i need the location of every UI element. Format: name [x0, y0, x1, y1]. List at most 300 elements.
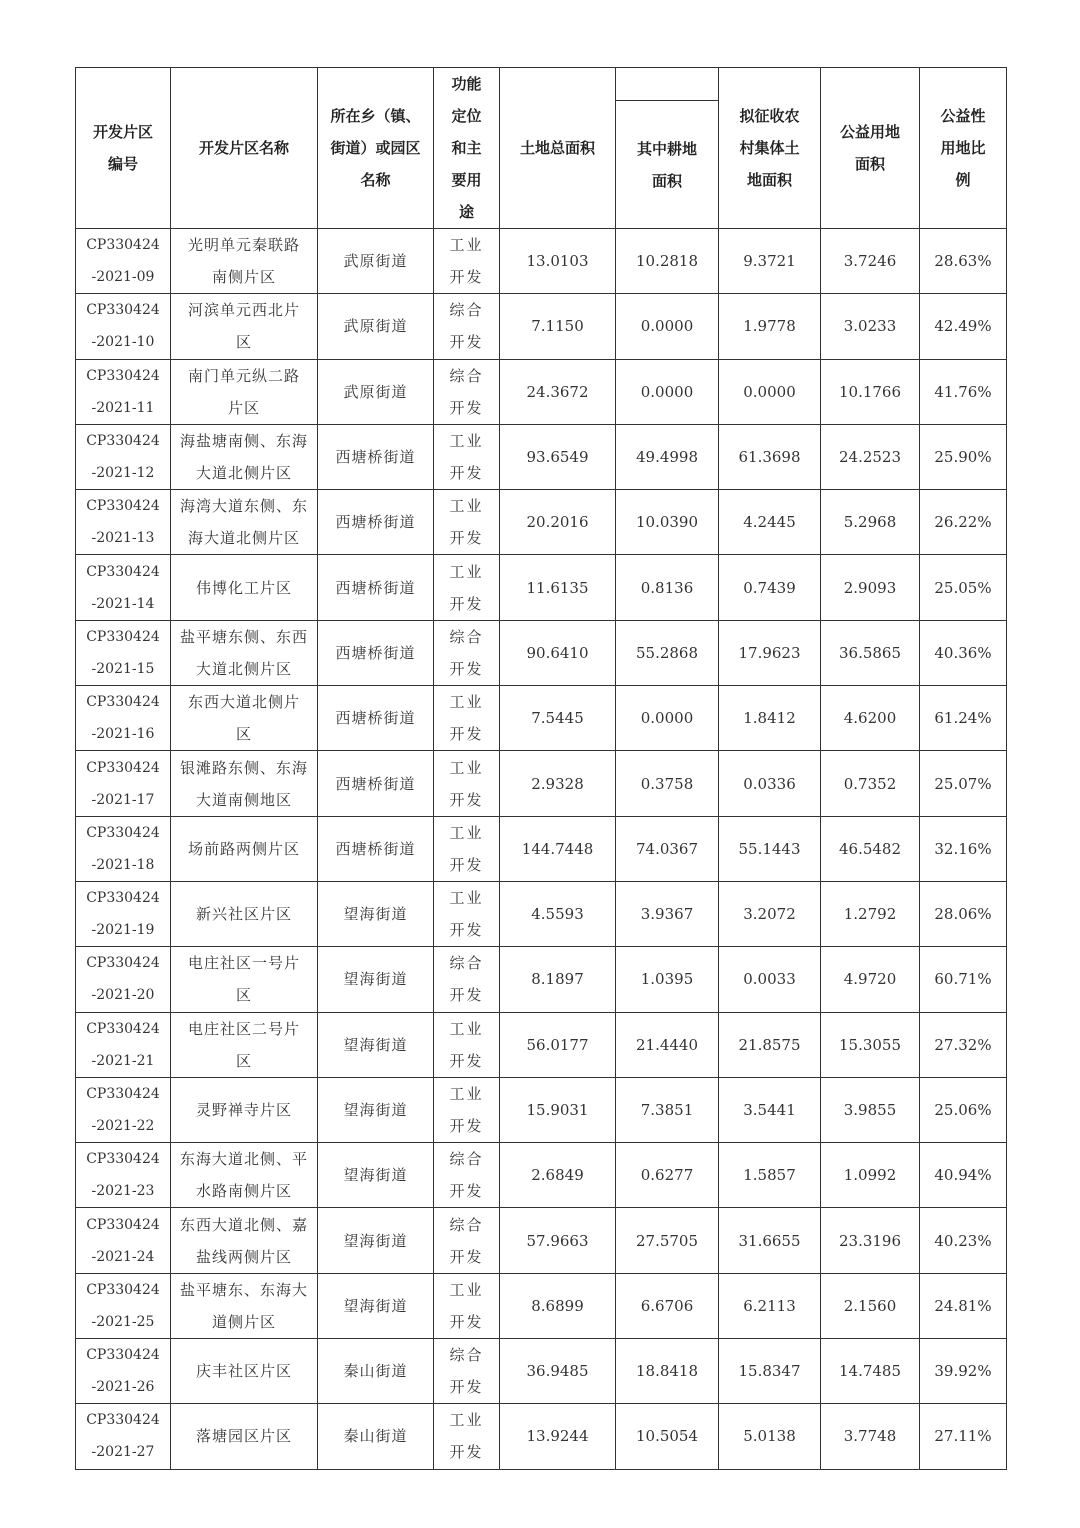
public-ratio-cell: 28.63%	[920, 229, 1007, 294]
zone-code-cell-line: CP330424	[86, 759, 160, 776]
location-cell: 武原街道	[318, 229, 434, 294]
zone-name-cell	[171, 620, 318, 685]
zone-name-cell-line: 南侧片区	[211, 268, 276, 287]
total-area-cell: 2.9328	[500, 751, 616, 816]
zone-code-cell	[76, 294, 171, 359]
public-area-cell: 4.9720	[821, 947, 920, 1012]
zone-code-cell-line: -2021-10	[91, 334, 155, 351]
zone-code-cell	[76, 229, 171, 294]
zone-name-cell-line: 电庄社区一号片	[187, 954, 300, 973]
total-area-cell: 93.6549	[500, 424, 616, 489]
zone-code-cell-line: CP330424	[86, 367, 160, 384]
table-row	[76, 490, 1007, 555]
function-use-cell-line: 综合	[449, 1346, 484, 1365]
location-cell: 武原街道	[318, 359, 434, 424]
collective-area-cell: 0.0336	[719, 751, 821, 816]
zone-name-cell-line: 大道南侧地区	[195, 790, 292, 809]
function-use-cell	[434, 1339, 500, 1404]
function-use-cell-line: 综合	[449, 627, 484, 646]
zone-name-cell-line: 区	[235, 725, 252, 744]
location-cell: 望海街道	[318, 1143, 434, 1208]
public-ratio-cell: 32.16%	[920, 816, 1007, 881]
function-use-cell-line: 开发	[449, 268, 484, 287]
collective-area-cell: 1.5857	[719, 1143, 821, 1208]
collective-area-cell: 17.9623	[719, 620, 821, 685]
zone-name-cell-line: 道侧片区	[211, 1312, 276, 1331]
zone-name-cell	[171, 424, 318, 489]
public-area-cell: 15.3055	[821, 1012, 920, 1077]
location-cell: 西塘桥街道	[318, 490, 434, 555]
zone-name-cell-line: 区	[235, 333, 252, 352]
public-ratio-cell: 25.90%	[920, 424, 1007, 489]
function-use-cell	[434, 1273, 500, 1338]
total-area-cell: 13.9244	[500, 1404, 616, 1469]
collective-area-cell: 4.2445	[719, 490, 821, 555]
zone-name-cell-line: 片区	[227, 398, 260, 417]
zone-name-cell-line: 光明单元秦联路	[187, 236, 300, 255]
zone-code-cell-line: -2021-26	[91, 1379, 155, 1396]
zone-code-cell-line: -2021-17	[91, 791, 155, 808]
table-row	[76, 881, 1007, 946]
collective-area-cell: 5.0138	[719, 1404, 821, 1469]
function-use-cell	[434, 816, 500, 881]
table-row	[76, 1143, 1007, 1208]
zone-name-cell-line: 南门单元纵二路	[187, 366, 300, 385]
zone-code-cell-line: -2021-14	[91, 595, 155, 612]
zone-name-cell	[171, 555, 318, 620]
zone-name-cell	[171, 1404, 318, 1469]
zone-code-cell	[76, 1404, 171, 1469]
public-area-cell: 23.3196	[821, 1208, 920, 1273]
zone-name-cell	[171, 1143, 318, 1208]
table-row	[76, 751, 1007, 816]
zone-code-cell	[76, 1143, 171, 1208]
zone-name-cell	[171, 490, 318, 555]
zone-code-cell-line: CP330424	[86, 1151, 160, 1168]
function-use-cell-line: 开发	[449, 333, 484, 352]
zone-name-cell	[171, 686, 318, 751]
table-row	[76, 1273, 1007, 1338]
public-area-cell: 36.5865	[821, 620, 920, 685]
public-area-cell: 1.0992	[821, 1143, 920, 1208]
arable-area-cell: 0.3758	[616, 751, 719, 816]
zone-code-cell	[76, 686, 171, 751]
arable-area-cell: 0.0000	[616, 294, 719, 359]
zone-code-cell-line: CP330424	[86, 563, 160, 580]
function-use-cell	[434, 686, 500, 751]
zone-code-cell	[76, 359, 171, 424]
total-area-cell: 8.6899	[500, 1273, 616, 1338]
header-use: 功能 定位 和主 要用 途	[434, 68, 500, 229]
public-area-cell: 1.2792	[821, 881, 920, 946]
function-use-cell-line: 开发	[449, 1247, 484, 1266]
arable-area-cell: 0.6277	[616, 1143, 719, 1208]
zone-code-cell	[76, 490, 171, 555]
public-area-cell: 4.6200	[821, 686, 920, 751]
location-cell: 西塘桥街道	[318, 555, 434, 620]
table-row	[76, 947, 1007, 1012]
zone-code-cell-line: -2021-21	[91, 1052, 155, 1069]
header-row	[76, 68, 1007, 229]
zone-name-cell-line: 庆丰社区片区	[195, 1362, 292, 1381]
zone-name-cell-line: 落塘园区片区	[195, 1427, 292, 1446]
zone-name-cell	[171, 1012, 318, 1077]
zone-name-cell-line: 海盐塘南侧、东海	[179, 432, 308, 451]
function-use-cell-line: 工业	[449, 236, 484, 255]
arable-area-cell: 7.3851	[616, 1077, 719, 1142]
function-use-cell-line: 工业	[449, 693, 484, 712]
public-ratio-cell: 60.71%	[920, 947, 1007, 1012]
header-total-area: 土地总面积	[500, 68, 616, 229]
location-cell: 西塘桥街道	[318, 620, 434, 685]
arable-area-cell: 21.4440	[616, 1012, 719, 1077]
public-ratio-cell: 25.05%	[920, 555, 1007, 620]
arable-area-cell: 10.2818	[616, 229, 719, 294]
location-cell: 秦山街道	[318, 1339, 434, 1404]
public-area-cell: 46.5482	[821, 816, 920, 881]
zone-name-cell-line: 海湾大道东侧、东	[179, 497, 308, 516]
public-area-cell: 14.7485	[821, 1339, 920, 1404]
zone-name-cell	[171, 359, 318, 424]
collective-area-cell: 6.2113	[719, 1273, 821, 1338]
total-area-cell: 57.9663	[500, 1208, 616, 1273]
function-use-cell	[434, 881, 500, 946]
zone-name-cell	[171, 1208, 318, 1273]
arable-area-cell: 49.4998	[616, 424, 719, 489]
arable-area-cell: 1.0395	[616, 947, 719, 1012]
function-use-cell-line: 开发	[449, 855, 484, 874]
zone-name-cell-line: 银滩路东侧、东海	[179, 758, 308, 777]
function-use-cell	[434, 359, 500, 424]
zone-name-cell-line: 盐线两侧片区	[195, 1247, 292, 1266]
public-ratio-cell: 42.49%	[920, 294, 1007, 359]
zone-name-cell-line: 场前路两侧片区	[187, 839, 300, 858]
zone-code-cell-line: -2021-15	[91, 660, 155, 677]
zone-code-cell	[76, 555, 171, 620]
zone-code-cell-line: -2021-11	[91, 399, 155, 416]
development-zone-table	[75, 67, 1007, 1470]
function-use-cell-line: 工业	[449, 1019, 484, 1038]
zone-code-cell-line: -2021-20	[91, 987, 155, 1004]
collective-area-cell: 0.7439	[719, 555, 821, 620]
location-cell: 西塘桥街道	[318, 424, 434, 489]
function-use-cell-line: 开发	[449, 464, 484, 483]
total-area-cell: 36.9485	[500, 1339, 616, 1404]
arable-area-cell: 27.5705	[616, 1208, 719, 1273]
zone-name-cell-line: 区	[235, 1051, 252, 1070]
zone-code-cell	[76, 947, 171, 1012]
function-use-cell-line: 工业	[449, 758, 484, 777]
function-use-cell-line: 工业	[449, 823, 484, 842]
public-ratio-cell: 40.36%	[920, 620, 1007, 685]
total-area-cell: 56.0177	[500, 1012, 616, 1077]
function-use-cell-line: 工业	[449, 1280, 484, 1299]
document-page	[75, 67, 1006, 1470]
function-use-cell-line: 综合	[449, 301, 484, 320]
zone-name-cell	[171, 816, 318, 881]
collective-area-cell: 0.0033	[719, 947, 821, 1012]
location-cell: 望海街道	[318, 1012, 434, 1077]
function-use-cell-line: 综合	[449, 954, 484, 973]
total-area-cell: 2.6849	[500, 1143, 616, 1208]
function-use-cell	[434, 294, 500, 359]
function-use-cell-line: 工业	[449, 562, 484, 581]
zone-code-cell-line: CP330424	[86, 628, 160, 645]
location-cell: 西塘桥街道	[318, 816, 434, 881]
function-use-cell-line: 开发	[449, 1117, 484, 1135]
table-row	[76, 816, 1007, 881]
zone-code-cell-line: -2021-22	[91, 1118, 155, 1134]
total-area-cell: 144.7448	[500, 816, 616, 881]
location-cell: 秦山街道	[318, 1404, 434, 1469]
zone-name-cell-line: 盐平塘东侧、东西	[179, 627, 308, 646]
public-area-cell: 24.2523	[821, 424, 920, 489]
collective-area-cell: 3.5441	[719, 1077, 821, 1142]
public-ratio-cell: 27.11%	[920, 1404, 1007, 1469]
function-use-cell-line: 综合	[449, 1150, 484, 1169]
header-arable-area-top-blank	[616, 68, 718, 101]
function-use-cell-line: 开发	[449, 1312, 484, 1331]
function-use-cell	[434, 620, 500, 685]
public-area-cell: 3.7748	[821, 1404, 920, 1469]
zone-name-cell	[171, 1339, 318, 1404]
zone-name-cell-line: 新兴社区片区	[195, 905, 292, 924]
zone-code-cell-line: -2021-12	[91, 465, 155, 482]
function-use-cell-line: 工业	[449, 1085, 484, 1103]
table-row	[76, 1077, 1007, 1142]
location-cell: 西塘桥街道	[318, 751, 434, 816]
zone-code-cell-line: CP330424	[86, 955, 160, 972]
total-area-cell: 4.5593	[500, 881, 616, 946]
zone-code-cell	[76, 1339, 171, 1404]
zone-code-cell-line: -2021-09	[91, 269, 155, 286]
public-ratio-cell: 26.22%	[920, 490, 1007, 555]
zone-code-cell-line: -2021-25	[91, 1313, 155, 1330]
zone-code-cell-line: CP330424	[86, 433, 160, 450]
zone-code-cell-line: -2021-23	[91, 1183, 155, 1200]
collective-area-cell: 21.8575	[719, 1012, 821, 1077]
zone-name-cell-line: 海大道北侧片区	[187, 529, 300, 548]
zone-code-cell-line: CP330424	[86, 237, 160, 254]
function-use-cell-line: 工业	[449, 497, 484, 516]
zone-code-cell-line: CP330424	[86, 1412, 160, 1429]
function-use-cell-line: 开发	[449, 921, 484, 940]
zone-code-cell-line: -2021-16	[91, 726, 155, 743]
arable-area-cell: 0.8136	[616, 555, 719, 620]
function-use-cell	[434, 1404, 500, 1469]
header-name: 开发片区名称	[171, 68, 318, 229]
collective-area-cell: 3.2072	[719, 881, 821, 946]
public-area-cell: 3.7246	[821, 229, 920, 294]
public-ratio-cell: 39.92%	[920, 1339, 1007, 1404]
zone-code-cell	[76, 751, 171, 816]
zone-name-cell	[171, 751, 318, 816]
zone-name-cell-line: 东西大道北侧片	[187, 693, 300, 712]
total-area-cell: 20.2016	[500, 490, 616, 555]
function-use-cell	[434, 490, 500, 555]
zone-code-cell-line: -2021-13	[91, 530, 155, 547]
zone-name-cell-line: 灵野禅寺片区	[195, 1101, 292, 1119]
collective-area-cell: 1.8412	[719, 686, 821, 751]
public-ratio-cell: 41.76%	[920, 359, 1007, 424]
total-area-cell: 7.5445	[500, 686, 616, 751]
zone-name-cell-line: 大道北侧片区	[195, 464, 292, 483]
function-use-cell	[434, 555, 500, 620]
public-ratio-cell: 40.94%	[920, 1143, 1007, 1208]
table-body	[76, 229, 1007, 1470]
function-use-cell-line: 开发	[449, 790, 484, 809]
arable-area-cell: 10.0390	[616, 490, 719, 555]
total-area-cell: 90.6410	[500, 620, 616, 685]
total-area-cell: 7.1150	[500, 294, 616, 359]
collective-area-cell: 1.9778	[719, 294, 821, 359]
zone-name-cell-line: 东海大道北侧、平	[179, 1150, 308, 1169]
public-area-cell: 2.9093	[821, 555, 920, 620]
arable-area-cell: 18.8418	[616, 1339, 719, 1404]
header-public-area: 公益用地 面积	[821, 68, 920, 229]
table-row	[76, 1404, 1007, 1469]
zone-code-cell-line: -2021-24	[91, 1248, 155, 1265]
function-use-cell-line: 开发	[449, 1051, 484, 1070]
zone-code-cell-line: CP330424	[86, 1020, 160, 1037]
arable-area-cell: 0.0000	[616, 359, 719, 424]
function-use-cell-line: 工业	[449, 432, 484, 451]
arable-area-cell: 10.5054	[616, 1404, 719, 1469]
zone-name-cell	[171, 881, 318, 946]
table-row	[76, 294, 1007, 359]
zone-code-cell-line: -2021-19	[91, 922, 155, 939]
total-area-cell: 8.1897	[500, 947, 616, 1012]
header-arable-area: 其中耕地 面积	[616, 68, 719, 229]
public-ratio-cell: 40.23%	[920, 1208, 1007, 1273]
location-cell: 望海街道	[318, 881, 434, 946]
function-use-cell-line: 综合	[449, 1215, 484, 1234]
function-use-cell	[434, 1143, 500, 1208]
zone-name-cell	[171, 1273, 318, 1338]
zone-name-cell-line: 区	[235, 986, 252, 1005]
zone-name-cell	[171, 1077, 318, 1142]
function-use-cell-line: 开发	[449, 594, 484, 613]
zone-code-cell-line: CP330424	[86, 1347, 160, 1364]
zone-code-cell-line: CP330424	[86, 1281, 160, 1298]
zone-code-cell-line: -2021-18	[91, 856, 155, 873]
table-row	[76, 620, 1007, 685]
location-cell: 望海街道	[318, 1077, 434, 1142]
table-row	[76, 555, 1007, 620]
arable-area-cell: 6.6706	[616, 1273, 719, 1338]
location-cell: 望海街道	[318, 1273, 434, 1338]
public-area-cell: 5.2968	[821, 490, 920, 555]
header-public-ratio: 公益性 用地比 例	[920, 68, 1007, 229]
public-ratio-cell: 27.32%	[920, 1012, 1007, 1077]
function-use-cell-line: 工业	[449, 889, 484, 908]
table-row	[76, 229, 1007, 294]
table-row	[76, 1012, 1007, 1077]
zone-name-cell-line: 伟博化工片区	[195, 578, 292, 597]
total-area-cell: 13.0103	[500, 229, 616, 294]
function-use-cell-line: 综合	[449, 366, 484, 385]
location-cell: 望海街道	[318, 1208, 434, 1273]
function-use-cell	[434, 1012, 500, 1077]
zone-code-cell	[76, 881, 171, 946]
zone-code-cell-line: CP330424	[86, 1216, 160, 1233]
arable-area-cell: 55.2868	[616, 620, 719, 685]
zone-code-cell	[76, 620, 171, 685]
location-cell: 西塘桥街道	[318, 686, 434, 751]
table-row	[76, 1208, 1007, 1273]
function-use-cell-line: 工业	[449, 1411, 484, 1430]
zone-code-cell-line: CP330424	[86, 694, 160, 711]
table-row	[76, 359, 1007, 424]
table-row	[76, 1339, 1007, 1404]
zone-code-cell-line: -2021-27	[91, 1444, 155, 1461]
public-area-cell: 0.7352	[821, 751, 920, 816]
function-use-cell-line: 开发	[449, 725, 484, 744]
function-use-cell-line: 开发	[449, 1182, 484, 1201]
public-ratio-cell: 25.07%	[920, 751, 1007, 816]
function-use-cell	[434, 751, 500, 816]
table-row	[76, 686, 1007, 751]
zone-code-cell-line: CP330424	[86, 824, 160, 841]
zone-name-cell-line: 大道北侧片区	[195, 659, 292, 678]
location-cell: 望海街道	[318, 947, 434, 1012]
public-ratio-cell: 61.24%	[920, 686, 1007, 751]
zone-name-cell	[171, 947, 318, 1012]
function-use-cell-line: 开发	[449, 398, 484, 417]
location-cell: 武原街道	[318, 294, 434, 359]
table-row	[76, 424, 1007, 489]
public-ratio-cell: 25.06%	[920, 1077, 1007, 1142]
header-collective-area: 拟征收农 村集体土 地面积	[719, 68, 821, 229]
zone-name-cell	[171, 229, 318, 294]
header-code: 开发片区 编号	[76, 68, 171, 229]
total-area-cell: 11.6135	[500, 555, 616, 620]
zone-code-cell-line: CP330424	[86, 1086, 160, 1102]
public-area-cell: 3.9855	[821, 1077, 920, 1142]
collective-area-cell: 55.1443	[719, 816, 821, 881]
function-use-cell-line: 开发	[449, 1443, 484, 1462]
function-use-cell-line: 开发	[449, 1378, 484, 1397]
zone-code-cell	[76, 1077, 171, 1142]
arable-area-cell: 74.0367	[616, 816, 719, 881]
function-use-cell	[434, 1208, 500, 1273]
zone-name-cell	[171, 294, 318, 359]
zone-code-cell-line: CP330424	[86, 890, 160, 907]
zone-name-cell-line: 盐平塘东、东海大	[179, 1280, 308, 1299]
zone-code-cell	[76, 1273, 171, 1338]
public-area-cell: 10.1766	[821, 359, 920, 424]
header-location: 所在乡（镇、 街道）或园区 名称	[318, 68, 434, 229]
function-use-cell-line: 开发	[449, 659, 484, 678]
arable-area-cell: 0.0000	[616, 686, 719, 751]
zone-code-cell	[76, 1208, 171, 1273]
zone-code-cell-line: CP330424	[86, 302, 160, 319]
total-area-cell: 24.3672	[500, 359, 616, 424]
function-use-cell	[434, 1077, 500, 1142]
function-use-cell	[434, 229, 500, 294]
function-use-cell-line: 开发	[449, 986, 484, 1005]
zone-name-cell-line: 水路南侧片区	[195, 1182, 292, 1201]
collective-area-cell: 0.0000	[719, 359, 821, 424]
arable-area-cell: 3.9367	[616, 881, 719, 946]
collective-area-cell: 9.3721	[719, 229, 821, 294]
function-use-cell	[434, 947, 500, 1012]
total-area-cell: 15.9031	[500, 1077, 616, 1142]
collective-area-cell: 61.3698	[719, 424, 821, 489]
public-area-cell: 2.1560	[821, 1273, 920, 1338]
public-ratio-cell: 24.81%	[920, 1273, 1007, 1338]
public-ratio-cell: 28.06%	[920, 881, 1007, 946]
